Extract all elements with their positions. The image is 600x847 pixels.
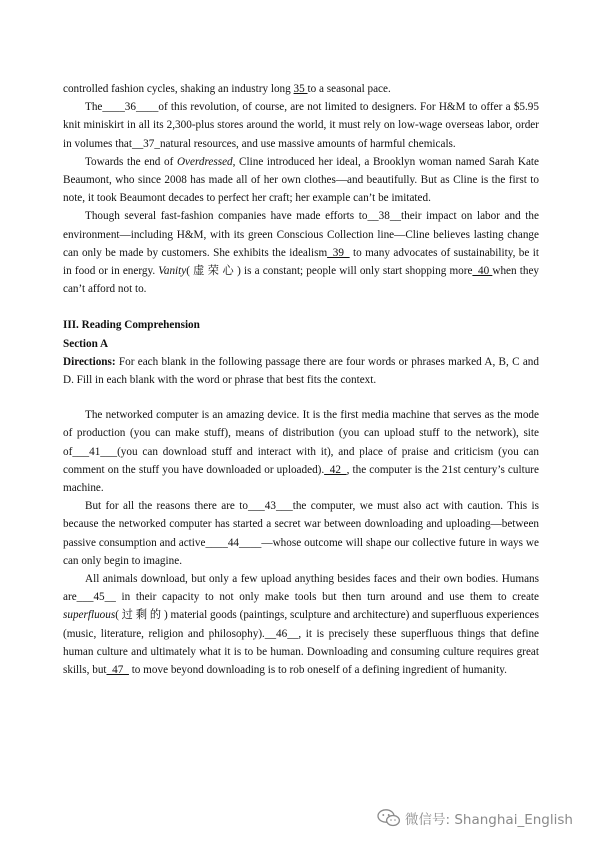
blank-36: ____36____ (102, 101, 159, 114)
text: Though several fast-fashion companies have made efforts to (85, 210, 368, 223)
paragraph-6 (63, 497, 539, 570)
text: when they can’t afford not to. (63, 265, 540, 296)
paragraph-3 (63, 153, 539, 208)
watermark (377, 808, 573, 828)
paragraph-2 (63, 98, 539, 153)
paragraph-4 (63, 207, 539, 298)
section-title: III. Reading Comprehension (63, 319, 200, 332)
blank-46: __46__ (264, 627, 299, 640)
blank-44: ____44____ (205, 536, 262, 549)
text: Towards the end of (85, 155, 177, 168)
vocab-word: superfluous (63, 609, 116, 622)
text: (you can download stuff and interact with it), and place of praise and criticism (you can comment on the stuff you have downloaded or uploaded). (63, 445, 539, 476)
text: , Cline introduced her ideal, a Brooklyn woman named Sarah Kate Beaumont, who since 2008 has made all of her own clothes—and beautifully. But as Cline is the first to note, it took Beaumont decades to perfect her craft; her example can’t be imitated. (63, 155, 539, 205)
blank-41: ___41___ (72, 445, 118, 458)
paragraph-7 (63, 570, 539, 679)
text: to many advocates of sustainability, be it in food or in energy. (63, 246, 539, 278)
blank-42: _42_ (324, 463, 347, 476)
section-subtitle: Section A (63, 337, 109, 350)
book-title: Overdressed (176, 155, 233, 168)
spacer (63, 298, 539, 316)
spacer (63, 389, 539, 406)
text: All animals download, but only a few upload anything besides faces and their own bodies. Humans are (63, 573, 539, 604)
blank-43: ___43___ (247, 500, 293, 513)
vocab-word: Vanity (158, 265, 187, 278)
blank-35: 35 (293, 83, 308, 95)
paragraph-5 (63, 406, 539, 497)
text: natural resources, and use massive amounts of harmful chemicals. (159, 137, 456, 150)
text: , it is precisely these superfluous things that define human culture and ultimately what it is to be human. Downloading and consuming culture requires great skills, but (63, 627, 540, 677)
directions (63, 353, 539, 389)
blank-37: __37_ (131, 137, 160, 150)
text: to a seasonal pace. (307, 83, 391, 95)
watermark-text: 微信号: Shanghai_English (405, 812, 573, 828)
text: the computer, we must also act with caution. This is because the networked computer has started a secret war between downloading and uploading—between passive consumption and active (63, 500, 539, 549)
text: But for all the reasons there are to (85, 500, 248, 513)
blank-47: _47_ (106, 664, 129, 677)
text: their impact on labor and the environment—including H&M, with its green Conscious Collection line—Cline believes lasting change can only be made by customers. She exhibits the idealism (63, 210, 539, 259)
wechat-icon (377, 809, 401, 827)
directions-label: Directions: (63, 355, 116, 368)
blank-45: ___45__ (76, 591, 116, 604)
directions-text: For each blank in the following passage there are four words or phrases marked A, B, C and D. Fill in each blank with the word or phrase that best fits the context. (63, 355, 539, 387)
document-page (63, 80, 539, 679)
text: The (85, 101, 103, 114)
text: —whose outcome will shape our collective future in ways we can only begin to imagine. (63, 536, 539, 567)
text: The networked computer is an amazing device. It is the first media machine that serves as the mode of production (you can make stuff), means of distribution (you can upload stuff to the network), site of (63, 409, 539, 458)
blank-40: _40 (472, 265, 493, 278)
text: of this revolution, of course, are not limited to designers. For H&M to offer a $5.95 knit miniskirt in all its 2,300-plus stores around the world, it must rely on low-wage overseas labor, order in volumes that (63, 101, 539, 150)
text: in their capacity to not only make tools but then turn around and use them to create (115, 591, 539, 604)
text: to move beyond downloading is to rob oneself of a defining ingredient of humanity. (128, 664, 507, 677)
paragraph-1 (63, 80, 539, 98)
blank-38: __38__ (367, 210, 401, 223)
text: ( 过 剩 的 ) material goods (paintings, sculpture and architecture) and superfluous experiences (music, literature, religion and philosophy). (63, 609, 539, 640)
blank-39: _39_ (327, 246, 350, 259)
text: , the computer is the 21st century’s culture machine. (63, 463, 539, 495)
text: ( 虚 荣 心 ) is a constant; people will only start shopping more (186, 265, 473, 278)
text: controlled fashion cycles, shaking an industry long (63, 83, 294, 95)
